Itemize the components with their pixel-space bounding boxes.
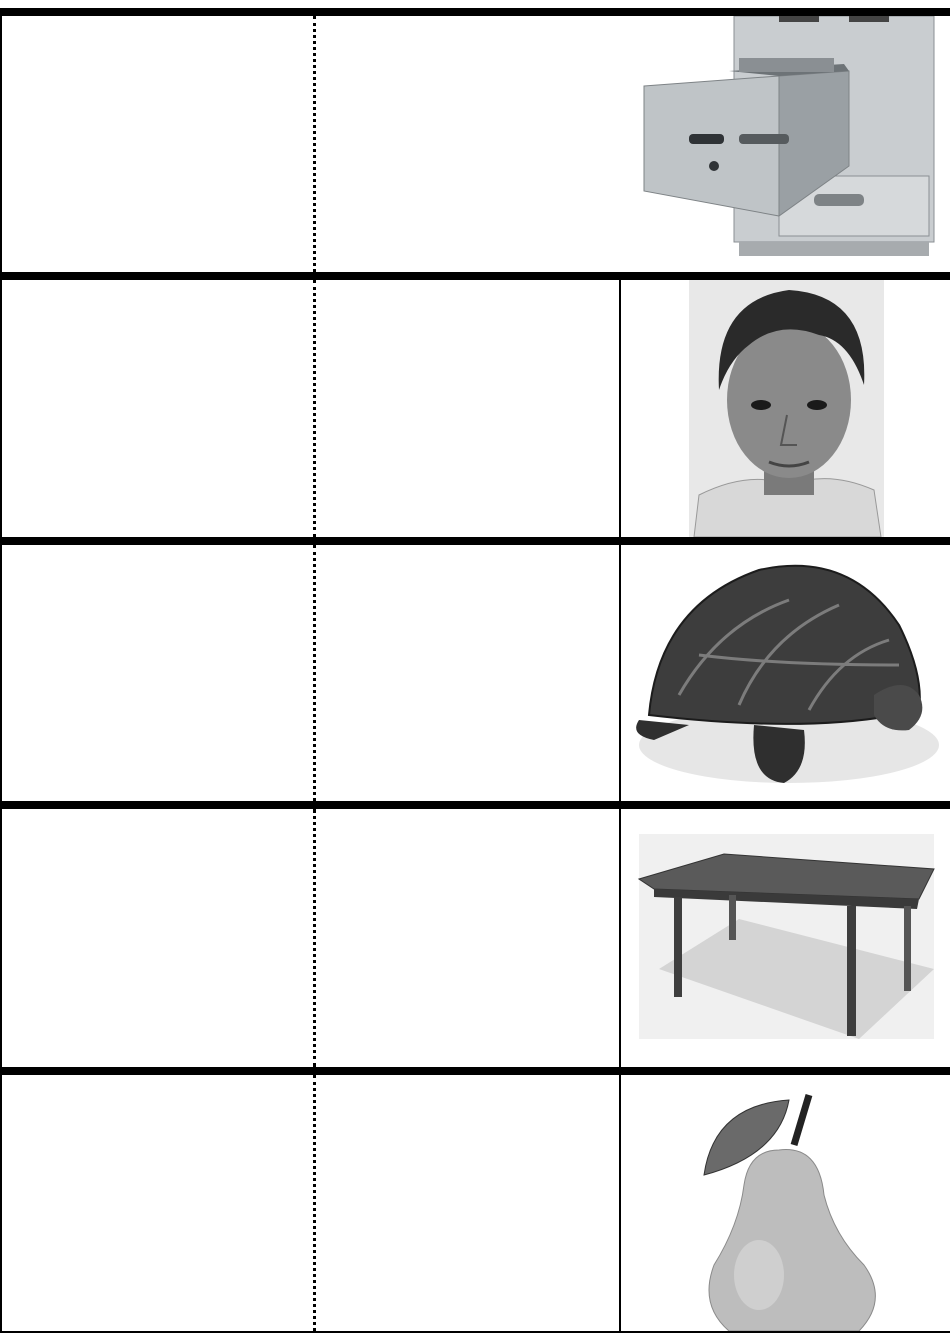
blank-cell-middle (313, 16, 619, 272)
row-boy (0, 280, 950, 537)
blank-cell-left (0, 16, 313, 272)
blank-cell-left (0, 545, 313, 801)
picture-cell (619, 16, 950, 272)
row-file-cabinet (0, 16, 950, 272)
row-divider (0, 272, 950, 280)
file-cabinet-picture (619, 16, 950, 272)
blank-cell-left (0, 809, 313, 1067)
blank-cell-left (0, 1075, 313, 1331)
row-divider (0, 8, 950, 16)
row-table (0, 809, 950, 1067)
row-divider (0, 537, 950, 545)
row-divider (0, 801, 950, 809)
turtle-picture (619, 545, 950, 801)
blank-cell-middle (313, 1075, 619, 1331)
row-turtle (0, 545, 950, 801)
blank-cell-left (0, 280, 313, 537)
table-picture (619, 809, 950, 1067)
blank-cell-middle (313, 545, 619, 801)
pear-picture (619, 1075, 950, 1331)
blank-cell-middle (313, 280, 619, 537)
row-divider (0, 1067, 950, 1075)
boy-picture (619, 280, 950, 537)
row-pear (0, 1075, 950, 1331)
picture-cell (619, 545, 950, 801)
picture-cell (619, 809, 950, 1067)
picture-cell (619, 1075, 950, 1331)
blank-cell-middle (313, 809, 619, 1067)
picture-cell (619, 280, 950, 537)
